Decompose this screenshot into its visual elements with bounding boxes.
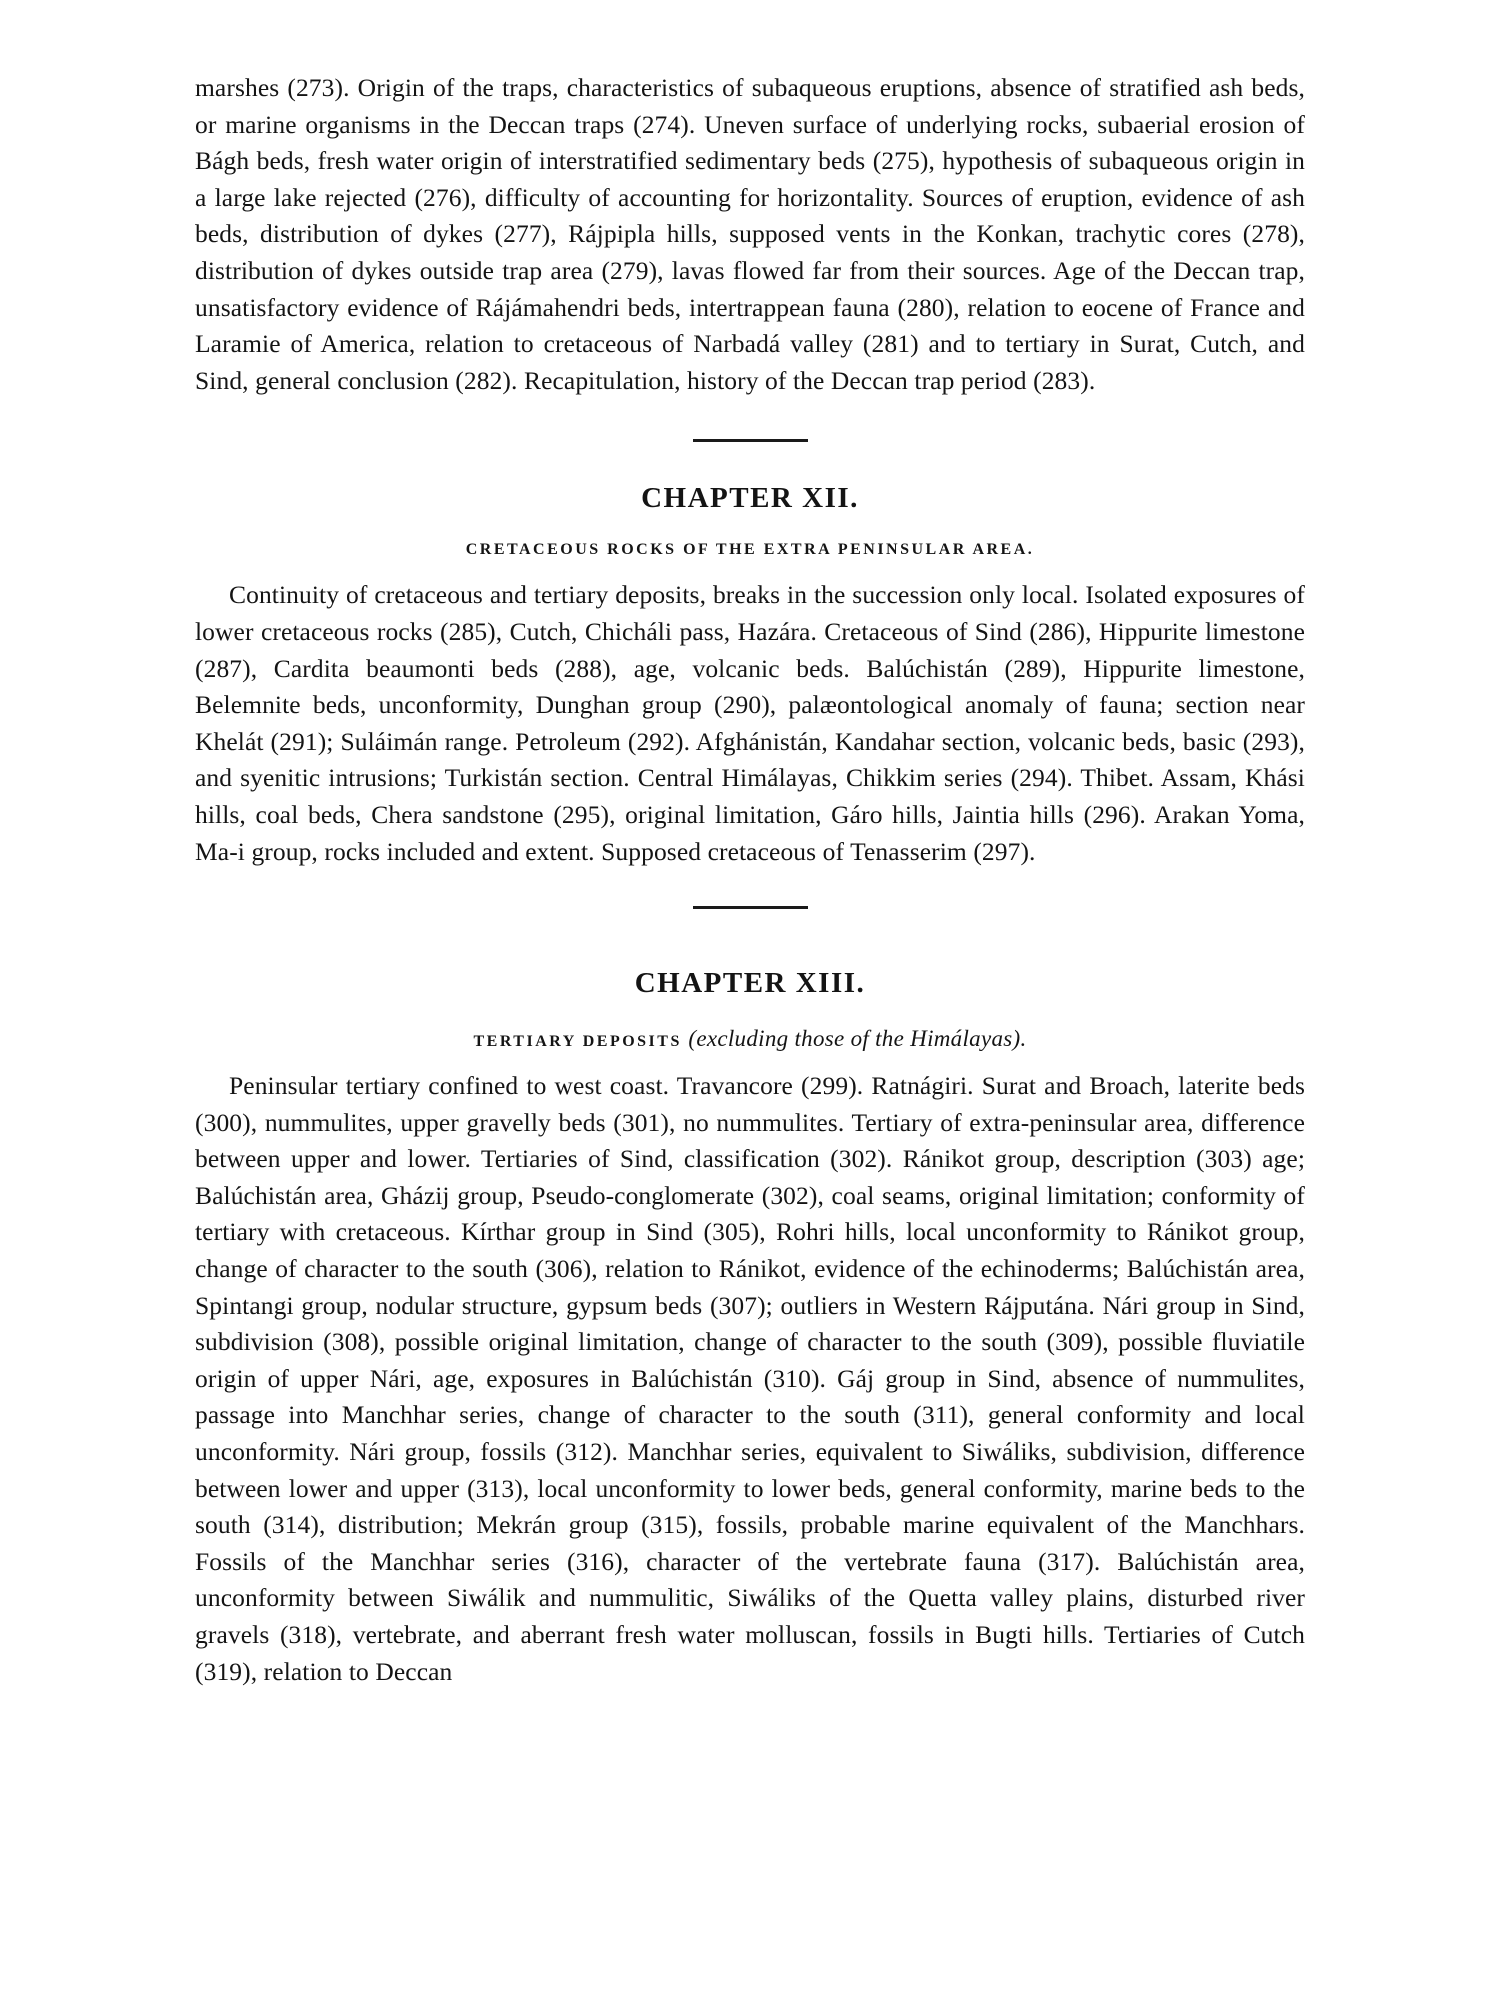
chapter-13-subheading-caps: TERTIARY DEPOSITS	[473, 1033, 682, 1051]
chapter-13-subheading	[195, 1026, 1305, 1052]
chapter-13-subheading-italic: (excluding those of the Himálayas).	[688, 1026, 1027, 1052]
document-page	[195, 70, 1305, 1690]
chapter-12-summary: Continuity of cretaceous and tertiary deposits, breaks in the succession only local. Isolated exposures of lower cretaceous rocks (285), Cutch, Chicháli pass, Hazára. Cretaceous of Sind (286), Hippurite limestone (287), Cardita beaumonti beds (288), age, volcanic beds. Balúchistán (289), Hippurite limestone, Belemnite beds, unconformity, Dunghan group (290), palæontological anomaly of fauna; section near Khelát (291); Suláimán range. Petroleum (292). Afghánistán, Kandahar section, volcanic beds, basic (293), and syenitic intrusions; Turkistán section. Central Himálayas, Chikkim series (294). Thibet. Assam, Khási hills, coal beds, Chera sandstone (295), original limitation, Gáro hills, Jaintia hills (296). Arakan Yoma, Ma-i group, rocks included and extent. Supposed cretaceous of Tenasserim (297).	[195, 580, 1305, 866]
chapter-12-heading: CHAPTER XII.	[641, 482, 859, 515]
continuation-paragraph: marshes (273). Origin of the traps, characteristics of subaqueous eruptions, absence of stratified ash beds, or marine organisms in the Deccan traps (274). Uneven surface of underlying rocks, subaerial erosion of Bágh beds, fresh water origin of interstratified sedimentary beds (275), hypothesis of subaqueous origin in a large lake rejected (276), difficulty of accounting for horizontality. Sources of eruption, evidence of ash beds, distribution of dykes (277), Rájpipla hills, supposed vents in the Konkan, trachytic cores (278), distribution of dykes outside trap area (279), lavas flowed far from their sources. Age of the Deccan trap, unsatisfactory evidence of Rájámahendri beds, intertrappean fauna (280), relation to eocene of France and Laramie of America, relation to cretaceous of Narbadá valley (281) and to tertiary in Surat, Cutch, and Sind, general conclusion (282). Recapitulation, history of the Deccan trap period (283).	[195, 73, 1305, 395]
chapter-12-subheading: CRETACEOUS ROCKS OF THE EXTRA PENINSULAR AREA.	[465, 541, 1035, 559]
chapter-13-heading: CHAPTER XIII.	[634, 967, 866, 1000]
chapter-13-summary: Peninsular tertiary confined to west coast. Travancore (299). Ratnágiri. Surat and Broach, laterite beds (300), nummulites, upper gravelly beds (301), no nummulites. Tertiary of extra-peninsular area, difference between upper and lower. Tertiaries of Sind, classification (302). Ránikot group, description (303) age; Balúchistán area, Gházij group, Pseudo-conglomerate (302), coal seams, original limitation; conformity of tertiary with cretaceous. Kírthar group in Sind (305), Rohri hills, local unconformity to Ránikot group, change of character to the south (306), relation to Ránikot, evidence of the echinoderms; Balúchistán area, Spintangi group, nodular structure, gypsum beds (307); outliers in Western Rájputána. Nári group in Sind, subdivision (308), possible original limitation, change of character to the south (309), possible fluviatile origin of upper Nári, age, exposures in Balúchistán (310). Gáj group in Sind, absence of nummulites, passage into Manchhar series, change of character to the south (311), general conformity and local unconformity. Nári group, fossils (312). Manchhar series, equivalent to Siwáliks, subdivision, difference between lower and upper (313), local unconformity to lower beds, general conformity, marine beds to the south (314), distribution; Mekrán group (315), fossils, probable marine equivalent of the Manchhars. Fossils of the Manchhar series (316), character of the vertebrate fauna (317). Balúchistán area, unconformity between Siwálik and nummulitic, Siwáliks of the Quetta valley plains, disturbed river gravels (318), vertebrate, and aberrant fresh water molluscan, fossils in Bugti hills. Tertiaries of Cutch (319), relation to Deccan	[195, 1071, 1305, 1686]
